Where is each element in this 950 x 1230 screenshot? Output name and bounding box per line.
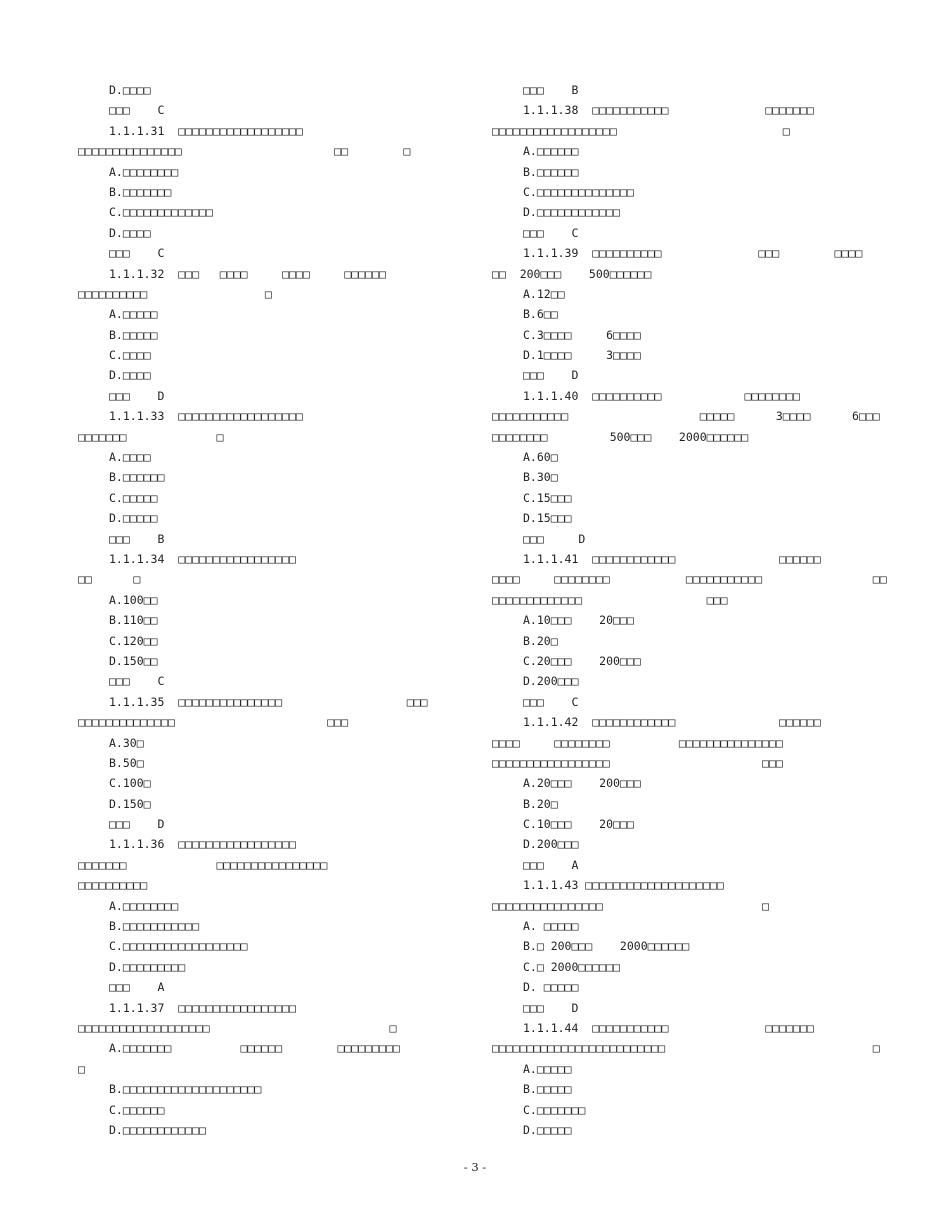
text-line: D.□□□□□	[109, 511, 158, 526]
text-line: □□□□□□□ □	[78, 429, 224, 444]
text-line: □□□ C	[109, 103, 165, 118]
text-line: □□□□□□□□□□□□□□□□□□ □	[492, 123, 790, 138]
text-line: 1.1.1.40 □□□□□□□□□□ □□□□□□□□	[523, 388, 800, 403]
text-line: □□ □	[78, 572, 141, 587]
text-line: 1.1.1.39 □□□□□□□□□□ □□□ □□□□	[523, 246, 863, 261]
text-line: B.□ 200□□□ 2000□□□□□□	[523, 939, 690, 954]
right-column	[492, 80, 887, 1140]
text-line: A.□□□□□□□ □□□□□□ □□□□□□□□□	[109, 1041, 400, 1056]
text-line: 1.1.1.33 □□□□□□□□□□□□□□□□□□	[109, 409, 303, 424]
text-line: □□□□□□□□□□	[78, 878, 148, 893]
text-line: □□ 200□□□ 500□□□□□□	[492, 266, 652, 281]
text-line: B.□□□□□	[523, 1082, 572, 1097]
text-line: □□□ C	[109, 246, 165, 261]
text-line: □□□ C	[523, 225, 579, 240]
text-line: D.150□	[109, 796, 151, 811]
text-line: 1.1.1.38 □□□□□□□□□□□ □□□□□□□	[523, 103, 814, 118]
text-line: 1.1.1.32 □□□ □□□□ □□□□ □□□□□□	[109, 266, 386, 281]
text-line: A.□□□□	[109, 450, 151, 465]
text-line: 1.1.1.35 □□□□□□□□□□□□□□□ □□□	[109, 694, 428, 709]
text-line: □□□ D	[109, 817, 165, 832]
text-line: 1.1.1.31 □□□□□□□□□□□□□□□□□□	[109, 123, 303, 138]
text-line: 1.1.1.41 □□□□□□□□□□□□ □□□□□□	[523, 551, 821, 566]
text-line: 1.1.1.36 □□□□□□□□□□□□□□□□□	[109, 837, 296, 852]
text-line: D.□□□□□□□□□□□□	[523, 205, 620, 220]
text-line: C.120□□	[109, 633, 158, 648]
text-line: □□□□□□□□□□□□□□□ □□ □	[78, 144, 411, 159]
text-line: 1.1.1.42 □□□□□□□□□□□□ □□□□□□	[523, 715, 821, 730]
text-line: A.60□	[523, 450, 558, 465]
text-line: C.□□□□□□	[109, 1102, 165, 1117]
text-line: C.□□□□□□□	[523, 1102, 586, 1117]
text-line: □□□□□□□ □□□□□□□□□□□□□□□□	[78, 857, 328, 872]
text-line: □□□□□□□□□□□□□ □□□	[492, 592, 728, 607]
text-line: A. □□□□□	[523, 919, 579, 934]
text-line: C.100□	[109, 776, 151, 791]
text-line: □□□ C	[109, 674, 165, 689]
text-line: A.100□□	[109, 592, 158, 607]
text-line: D.150□□	[109, 653, 158, 668]
text-line: 1.1.1.44 □□□□□□□□□□□ □□□□□□□	[523, 1020, 814, 1035]
text-line: □□□ D	[109, 388, 165, 403]
text-line: A.□□□□□	[523, 1061, 572, 1076]
text-line: 1.1.1.37 □□□□□□□□□□□□□□□□□	[109, 1000, 296, 1015]
text-line: □□□□□□□□□□□□□□□□ □	[492, 898, 769, 913]
text-line: A.12□□	[523, 286, 565, 301]
text-line: □□□ D	[523, 531, 586, 546]
text-line: B.□□□□□□	[523, 164, 579, 179]
text-line: □□□ C	[523, 694, 579, 709]
text-line: B.20□	[523, 633, 558, 648]
text-line: 1.1.1.34 □□□□□□□□□□□□□□□□□	[109, 551, 296, 566]
text-line: C.□□□□	[109, 348, 151, 363]
text-line: D.1□□□□ 3□□□□	[523, 348, 641, 363]
left-column	[78, 80, 478, 1140]
text-line: A.20□□□ 200□□□	[523, 776, 641, 791]
text-line: □□□ B	[109, 531, 165, 546]
text-line: □□□□□□□□□□□ □□□□□ 3□□□□ 6□□□	[492, 409, 880, 424]
text-line: B.30□	[523, 470, 558, 485]
text-line: A.□□□□□□□□	[109, 898, 179, 913]
text-line: D.□□□□	[109, 368, 151, 383]
text-line: C.□□□□□□□□□□□□□	[109, 205, 213, 220]
text-line: □□□□□□□□□□□□□□□□□□□□□□□□□ □	[492, 1041, 880, 1056]
text-line: C.□□□□□□□□□□□□□□	[523, 184, 634, 199]
text-line: C.15□□□	[523, 490, 572, 505]
text-line: B.□□□□□□□□□□□□□□□□□□□□	[109, 1082, 262, 1097]
text-line: A.□□□□□□	[523, 144, 579, 159]
text-line: □□□ D	[523, 368, 579, 383]
text-line: B.50□	[109, 755, 144, 770]
text-line: D.200□□□	[523, 674, 579, 689]
text-line: □□□ B	[523, 83, 579, 97]
text-line: B.20□	[523, 796, 558, 811]
text-line: D.15□□□	[523, 511, 572, 526]
text-line: D.□□□□□□□□□	[109, 959, 186, 974]
text-line: C.□□□□□	[109, 490, 158, 505]
text-line: D.□□□□□	[523, 1122, 572, 1137]
text-line: D.□□□□□□□□□□□□	[109, 1122, 206, 1137]
text-line: □□□□ □□□□□□□□ □□□□□□□□□□□□□□□	[492, 735, 783, 750]
text-line: C.□ 2000□□□□□□	[523, 959, 620, 974]
text-line: □□□□ □□□□□□□□ □□□□□□□□□□□ □□	[492, 572, 887, 587]
text-line: B.□□□□□□□□□□□	[109, 919, 200, 934]
text-line: C.3□□□□ 6□□□□	[523, 327, 641, 342]
text-line: B.110□□	[109, 613, 158, 628]
text-line: □□□ A	[109, 980, 165, 995]
text-line: □□□□□□□□□□□□□□ □□□	[78, 715, 349, 730]
text-line: D.200□□□	[523, 837, 579, 852]
text-line: C.20□□□ 200□□□	[523, 653, 641, 668]
text-line: □□□ D	[523, 1000, 579, 1015]
text-line: A.□□□□□	[109, 307, 158, 322]
text-line: D. □□□□□	[523, 980, 579, 995]
text-line: □□□□□□□□□□□□□□□□□□□ □	[78, 1020, 397, 1035]
text-line: B.□□□□□□□	[109, 184, 172, 199]
text-line: B.□□□□□	[109, 327, 158, 342]
text-line: A.□□□□□□□□	[109, 164, 179, 179]
text-line: A.10□□□ 20□□□	[523, 613, 634, 628]
page-number: - 3 -	[463, 1160, 487, 1174]
text-line: □□□□□□□□□□ □	[78, 286, 272, 301]
text-line: C.□□□□□□□□□□□□□□□□□□	[109, 939, 248, 954]
text-line: B.6□□	[523, 307, 558, 322]
text-line: □□□□□□□□□□□□□□□□□ □□□	[492, 755, 783, 770]
text-line: D.□□□□	[109, 225, 151, 240]
text-line: B.□□□□□□	[109, 470, 165, 485]
text-line: C.10□□□ 20□□□	[523, 817, 634, 832]
text-line: D.□□□□	[109, 83, 151, 97]
text-line: □	[78, 1061, 85, 1076]
text-line: □□□□□□□□ 500□□□ 2000□□□□□□	[492, 429, 749, 444]
text-line: □□□ A	[523, 857, 579, 872]
text-line: A.30□	[109, 735, 144, 750]
text-line: 1.1.1.43 □□□□□□□□□□□□□□□□□□□□	[523, 878, 724, 893]
